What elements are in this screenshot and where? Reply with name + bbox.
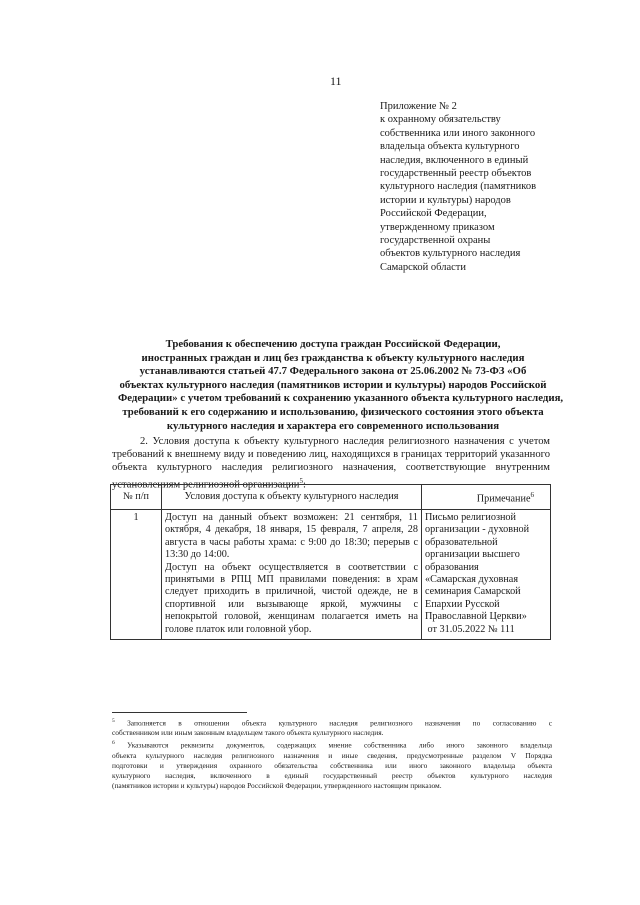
note-line: организации высшего: [425, 549, 520, 561]
page-number: 11: [330, 74, 342, 88]
footnote-divider: [112, 712, 247, 713]
note-line: Православной Церкви»: [425, 611, 527, 623]
table-header-row: [111, 485, 551, 510]
appendix-line: Приложение № 2: [380, 101, 457, 112]
note-line: от 31.05.2022 № 111: [425, 623, 515, 635]
appendix-line: объектов культурного наследия: [380, 248, 521, 260]
title-line: культурного наследия и характера его современного использования: [166, 419, 500, 432]
footnote-line: объекта культурного наследия религиозного назначения и иные сведения, предусмотренные разделом V Порядка: [112, 750, 552, 760]
intro-paragraph: [112, 435, 550, 491]
appendix-line: истории и культуры) народов: [380, 194, 511, 206]
title-line: объектах культурного наследия (памятников истории и культуры) народов Российской: [119, 378, 547, 391]
appendix-line: Российской Федерации,: [380, 208, 487, 220]
condition-line: 13:30 до 14:00.: [165, 549, 230, 561]
row-conditions: [162, 510, 422, 640]
appendix-line: наследия, включенного в единый: [380, 154, 529, 166]
table-row: [111, 510, 551, 640]
footnote-text: Заполняется в отношении объекта культурного наследия религиозного назначения по согласованию с: [127, 718, 552, 728]
appendix-line: владельца объекта культурного: [380, 141, 520, 153]
note-line: организации - духовной: [425, 524, 530, 536]
condition-line: следует приходить в приличной, чистой одежде, не в: [165, 586, 418, 598]
condition-line: голове платок или головной убор.: [165, 623, 312, 635]
note-line: семинария Самарской: [425, 586, 521, 598]
footnote-6-line: [112, 738, 552, 750]
note-line: образования: [425, 561, 479, 573]
condition-line: спортивной или вызывающе яркой, мужчины с: [165, 598, 418, 610]
appendix-line: к охранному обязательству: [380, 114, 501, 126]
note-line: Письмо религиозной: [425, 512, 516, 523]
condition-line: октября, 4 декабря, 18 января, 15 февраля, 7 апреля, 28: [165, 524, 418, 536]
condition-line: непокрытой головой, женщинам полагается иметь на: [165, 611, 418, 623]
footnote-text: Указываются реквизиты документов, содержащих мнение собственника либо иного законного владельца: [127, 740, 552, 750]
document-title: [118, 338, 564, 433]
appendix-line: собственника или иного законного: [380, 127, 536, 139]
footnote-line: (памятников истории и культуры) народов Российской Федерации, утвержденного настоящим приказом.: [112, 780, 442, 790]
header-note-label: Примечание: [476, 492, 531, 504]
appendix-line: государственный реестр объектов: [380, 168, 532, 180]
footnote-5-line: [112, 716, 552, 728]
appendix-line: Самарской области: [380, 261, 466, 273]
header-note: [422, 485, 551, 510]
intro-line: установлениям религиозной организации: [112, 479, 300, 491]
header-conditions: Условия доступа к объекту культурного наследия: [162, 485, 422, 510]
intro-line: 2. Условия доступа к объекту культурного наследия религиозного назначения с учетом: [140, 436, 550, 447]
condition-line: Доступ на данный объект возможен: 21 сентября, 11: [165, 512, 418, 523]
footnote-ref-6: 6: [530, 490, 534, 499]
title-line: Требования к обеспечению доступа граждан Российской Федерации,: [165, 338, 501, 350]
appendix-line: государственной охраны: [380, 235, 491, 247]
condition-line: августа в часы работы храма: с 9:00 до 18:30; перерыв с: [165, 536, 418, 548]
title-line: устанавливаются статьей 47.7 Федерального закона от 25.06.2002 № 73-ФЗ «Об: [139, 365, 527, 378]
header-number: № п/п: [111, 485, 162, 510]
intro-line: объекта культурного наследия религиозного назначения, соответствующие внутренним: [112, 462, 550, 474]
title-line: иностранных граждан и лиц без гражданства к объекту культурного наследия: [141, 351, 525, 364]
footnote-line: культурного наследия, включенного в единый государственный реестр объектов культурного наследия: [112, 770, 552, 780]
footnote-line: подготовки и утверждения охранного обязательства собственника или иного законного владельца объекта: [112, 760, 552, 770]
access-requirements-table: [110, 484, 551, 640]
appendix-line: утвержденному приказом: [380, 221, 495, 233]
condition-line: принятыми в РПЦ МП правилами поведения: в храм: [165, 574, 418, 586]
title-line: Федерации» с учетом требований к сохранению указанного объекта культурного наследия,: [118, 392, 564, 405]
title-line: требований к его содержанию и использованию, физического состояния этого объекта: [122, 405, 544, 418]
note-line: Епархии Русской: [425, 598, 500, 610]
note-line: образовательной: [425, 536, 498, 548]
appendix-line: культурного наследия (памятников: [380, 181, 537, 193]
appendix-header: [380, 100, 580, 274]
condition-line: Доступ на объект осуществляется в соответствии с: [165, 561, 418, 573]
intro-line-last: установлениям религиозной организации$^5$:: [112, 476, 306, 491]
row-note: [422, 510, 551, 640]
row-number: 1: [111, 510, 162, 640]
footnotes: [112, 716, 552, 791]
intro-line: требований к внешнему виду и поведению лиц, находящихся в границах территорий указанного: [112, 449, 550, 461]
footnote-mark-6: 6: [112, 740, 115, 747]
footnote-mark-5: 5: [112, 718, 115, 724]
footnote-ref-5: 5: [299, 476, 303, 485]
note-line: «Самарская духовная: [425, 574, 519, 586]
footnote-line: собственником или иным законным владельцем такого объекта культурного наследия.: [112, 728, 384, 738]
